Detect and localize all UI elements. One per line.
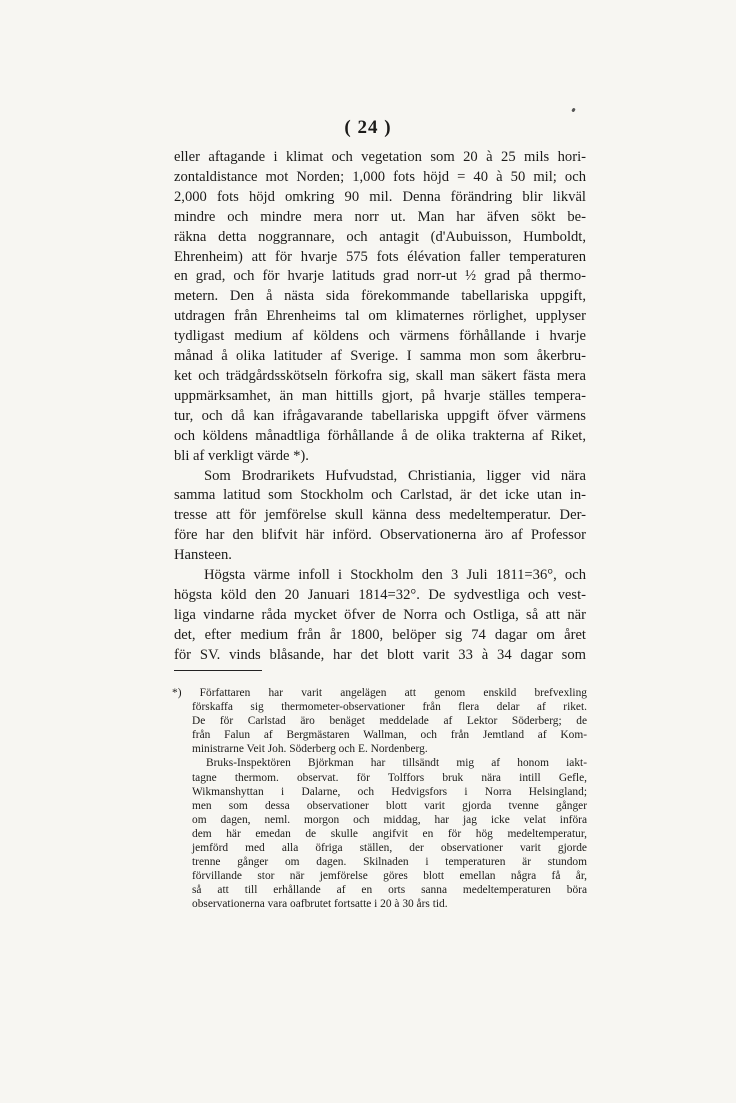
text-line: en grad, och för hvarje latituds grad norr-ut ½ grad på thermo-: [174, 268, 586, 285]
footnote-line: men som dessa observationer blott varit gjorda tvenne gånger: [192, 799, 587, 812]
text-line: tydligast medium af köldens och värmens förhållande i hvarje: [174, 328, 586, 345]
text-line: bli af verkligt värde *).: [174, 447, 309, 464]
text-line: räkna detta noggrannare, och antagit (d'Aubuisson, Humboldt,: [174, 228, 586, 245]
footnote-line: så att till erhållande af en orts sanna medeltemperaturen böra: [192, 884, 587, 897]
footnote-line: Bruks-Inspektören Björkman har tillsändt mig af honom iakt-: [206, 757, 587, 770]
footnote-line: dem här emedan de skulle angifvit en för hög medeltemperatur,: [192, 827, 587, 840]
footnote-line: De för Carlstad äro benäget meddelade af Lektor Söderberg; de: [192, 715, 587, 728]
text-line: ket och trädgårdsskötseln förkofra sig, skall man säkert fästa mera: [174, 367, 586, 384]
page-number: ( 24 ): [344, 117, 392, 138]
footnote: [172, 686, 587, 912]
text-line: mindre och mindre mera norr ut. Man har äfven sökt be-: [174, 208, 586, 225]
footnote-line: trenne gånger om dagen. Skilnaden i temperaturen är stundom: [192, 856, 587, 869]
text-line: Ehrenheim) att för hvarje 575 fots élévation faller temperaturen: [174, 248, 586, 265]
text-line: för SV. vinds blåsande, har det blott varit 33 à 34 dagar som: [174, 646, 586, 663]
text-line: det, efter medium från år 1800, belöper sig 74 dagar om året: [174, 626, 586, 643]
text-line: uppmärksamhet, än man hittills gjort, på hvarje ställes tempera-: [174, 387, 586, 404]
text-line: högsta köld den 20 Januari 1814=32°. De sydvestliga och vest-: [174, 586, 586, 603]
text-line: före har den blifvit här införd. Observationerna äro af Professor: [174, 527, 586, 544]
footnote-line: ministrarne Veit Joh. Söderberg och E. Nordenberg.: [192, 743, 428, 756]
footnote-line: observationerna vara oafbrutet fortsatte i 20 à 30 års tid.: [192, 898, 448, 911]
text-line: 2,000 fots höjd omkring 90 mil. Denna förändring blir likväl: [174, 188, 586, 205]
text-line: liga vindarne råda mycket öfver de Norra och Ostliga, så att när: [174, 606, 586, 623]
text-line: utdragen från Ehrenheims tal om klimaternes rörlighet, upplyser: [174, 308, 586, 325]
text-line: samma latitud som Stockholm och Carlstad, är det icke utan in-: [174, 487, 586, 504]
footnote-line: *) Författaren har varit angelägen att genom enskild brefvexling: [172, 687, 587, 699]
footnote-line: från Falun af Bergmästaren Wallman, och från Jemtland af Kom-: [192, 729, 587, 742]
footnote-line: förvillande stor när jemförelse göres blott emellan några få år,: [192, 870, 587, 883]
footnote-rule: [174, 670, 262, 671]
text-line: tresse att för jemförelse skull känna dess medeltemperatur. Der-: [174, 507, 586, 524]
text-line: Som Brodrarikets Hufvudstad, Christiania, ligger vid nära: [204, 467, 586, 484]
text-line: månad å olika latituder af Sverige. I samma mon som åkerbru-: [174, 348, 586, 365]
footnote-line: om dagen, neml. morgon och middag, har jag icke velat införa: [192, 813, 587, 826]
footnote-line: förskaffa sig thermometer-observationer från flera delar af riket.: [192, 701, 587, 714]
text-line: Hansteen.: [174, 547, 232, 564]
text-line: tur, och då kan ifrågavarande tabellariska uppgift öfver värmens: [174, 407, 586, 424]
text-line: eller aftagande i klimat och vegetation som 20 à 25 mils hori-: [174, 149, 586, 165]
footnote-line: jemförd med alla öfriga ställen, der observationer varit gjorde: [192, 842, 587, 855]
text-line: zontaldistance mot Norden; 1,000 fots höjd = 40 à 50 mil; och: [174, 168, 586, 185]
text-line: metern. Den å nästa sida förekommande tabellariska uppgift,: [174, 288, 586, 305]
ink-speck: [571, 108, 576, 113]
body-text: [174, 148, 586, 666]
text-line: Högsta värme infoll i Stockholm den 3 Juli 1811=36°, och: [204, 567, 586, 584]
footnote-line: tagne thermom. observat. för Tolffors bruk nära intill Gefle,: [192, 771, 587, 784]
footnote-line: Wikmanshyttan i Dalarne, och Hedvigsfors i Norra Helsingland;: [192, 785, 587, 798]
text-line: och köldens månadtliga förhållande å de olika trakterna af Riket,: [174, 427, 586, 444]
